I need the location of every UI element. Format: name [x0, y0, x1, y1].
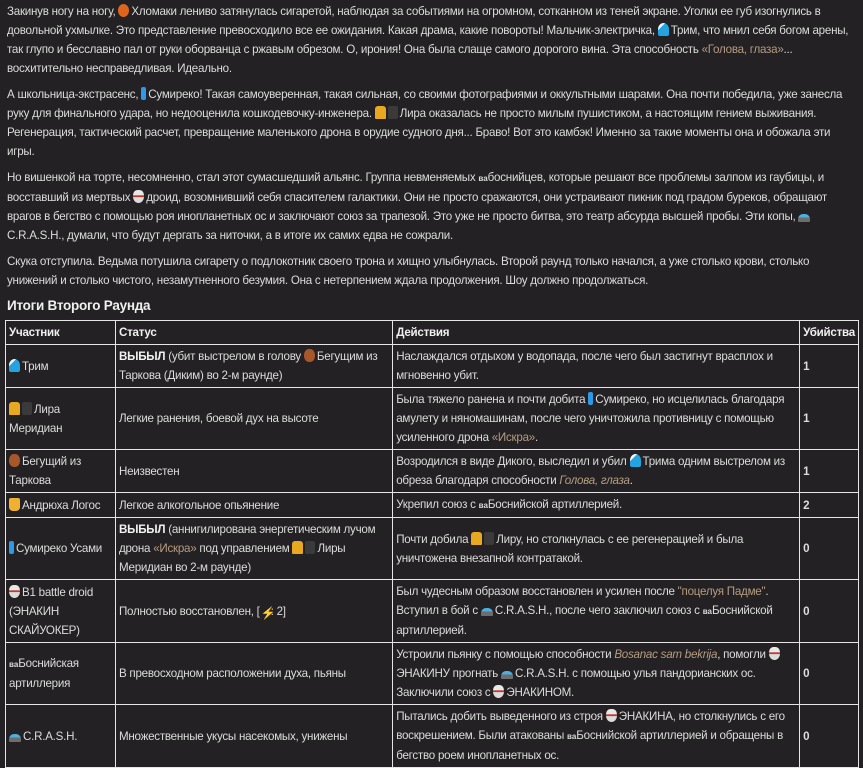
text-segment: Лиры Меридиан во 2-м раунде)	[118, 542, 346, 574]
small-prefix: ва	[9, 660, 19, 669]
small-prefix: ва	[702, 607, 712, 616]
actions-cell	[393, 643, 800, 705]
story-paragraph	[7, 85, 856, 161]
text-segment: Трим, что мнил себя богом арены, так глупо и бесславно пал от руки оборванца с ржавым обрезом. О, ирония! Она была слаще самого дорогого вина. Эта способность	[7, 24, 849, 56]
text-segment: (аннигилирована энергетическим лучом дрона	[118, 523, 376, 555]
header-participant: Участник	[6, 321, 116, 345]
ability-link: Голова, глаза	[559, 474, 630, 487]
text-segment: 1	[803, 464, 810, 478]
text-segment: Боснийская артиллерия	[9, 657, 79, 690]
text-segment: Но вишенкой на торте, несомненно, стал этот сумасшедший альянс. Группа невменяемых	[7, 171, 479, 184]
droid-icon	[133, 190, 144, 203]
kills-cell	[800, 580, 859, 643]
police-car-icon	[9, 734, 21, 742]
text-segment: Бегущим из Таркова (Диким) во 2-м раунде)	[118, 350, 378, 382]
text-segment: боснийцев, которые решают все проблемы залпом из гаубицы, и восставший из мертвых	[7, 171, 825, 204]
text-segment: ЭНАКИНА, но столкнулись с его воскрешением. Были атакованы	[396, 710, 785, 742]
participant-cell	[6, 493, 116, 518]
cat-icon	[9, 402, 20, 415]
lightning-icon: ⚡	[260, 605, 276, 620]
text-segment: Андрюха Логос	[22, 498, 101, 512]
kills-cell	[800, 345, 859, 388]
status-cell	[115, 450, 392, 493]
participant-cell	[6, 643, 116, 705]
text-segment: C.R.A.S.H. с помощью улья пандорианских ос. Заключили союз с	[396, 667, 756, 699]
text-segment: Был чудесным образом восстановлен и усилен после	[396, 585, 678, 598]
results-table	[5, 320, 859, 768]
ability-link: "поцелуя Падме"	[677, 585, 766, 598]
text-segment: 1	[803, 359, 810, 373]
small-prefix: ва	[567, 732, 577, 741]
droid-icon	[493, 685, 504, 698]
pumpkin-icon	[118, 4, 129, 17]
text-segment: Сумиреко, но исцелилась благодаря амулету и няномашинам, после чего уничтожила противницу с помощью усиленного дрона	[396, 393, 785, 444]
kills-cell	[800, 493, 859, 518]
text-segment: , помогли	[717, 648, 769, 661]
table-row	[6, 450, 859, 493]
status-cell	[115, 643, 392, 705]
table-row	[6, 580, 859, 643]
text-segment: B1 battle droid (ЭНАКИН СКАЙУОКЕР)	[9, 585, 94, 637]
header-kills: Убийства	[800, 321, 859, 345]
text-segment: C.R.A.S.H., думали, что будут дергать за ниточки, а в итоге их самих едва не сожрали.	[7, 229, 453, 242]
text-segment: Хломаки лениво затянулась сигаретой, наблюдая за событиями на огромном, сотканном из теней экране. Уголки ее губ изогнулись в довольной ухмылке. Это представление превосходило все ее ожидания. Какая драма, какие повороты! Мальчик-электричка,	[7, 5, 821, 37]
text-segment: Множественные укусы насекомых, унижены	[118, 729, 348, 743]
actions-cell	[393, 345, 800, 388]
text-segment: Возродился в виде Дикого, выследил и убил	[396, 455, 630, 468]
text-segment: дроид, возомнивший себя спасителем галактики. Они не просто сражаются, они устраивают пикник под градом буреков, обращают врагов в бегство с помощью роя инопланетных ос и заключают союз за трапезой. Это уже не просто битва, это театр абсурда высшей пробы. Эти копы,	[7, 191, 827, 223]
actions-cell	[393, 518, 800, 580]
text-segment: Укрепил союз с	[396, 498, 479, 511]
status-cell	[115, 580, 392, 643]
text-segment: Бегущий из Таркова	[9, 455, 82, 487]
text-segment: 0	[803, 542, 810, 555]
text-segment: А школьница-экстрасенс,	[7, 88, 142, 101]
table-row	[6, 345, 859, 388]
text-segment: Неизвестен	[118, 464, 180, 478]
text-segment: ... восхитительно несправедливая. Идеально.	[7, 43, 793, 75]
wave-icon	[630, 454, 641, 467]
text-segment: Была тяжело ранена и почти добита	[396, 393, 589, 406]
text-segment: 2	[803, 498, 810, 512]
cat-icon	[471, 532, 482, 545]
table-row	[6, 388, 859, 450]
cat-icon	[292, 541, 303, 554]
section-title: Итоги Второго Раунда	[7, 298, 151, 313]
text-segment: Боснийской артиллерией и обращены в бегство роем инопланетных ос.	[396, 729, 783, 762]
kills-cell	[800, 705, 859, 768]
text-segment: Сумиреко Усами	[16, 542, 103, 555]
text-segment: Почти добила	[396, 532, 472, 546]
text-segment: .	[534, 431, 538, 444]
text-segment: (убит выстрелом в голову	[165, 350, 304, 363]
participant-cell	[6, 518, 116, 580]
cat-icon	[375, 106, 386, 119]
kills-cell	[800, 518, 859, 580]
actions-cell	[393, 450, 800, 493]
police-car-icon	[501, 671, 513, 679]
table-row	[6, 493, 859, 518]
status-cell	[115, 345, 392, 388]
participant-cell	[6, 450, 116, 493]
actions-cell	[393, 493, 800, 518]
text-segment: . Вступил в бой с	[396, 585, 769, 617]
police-car-icon	[798, 214, 810, 222]
text-segment: 0	[803, 667, 810, 680]
table-header-row	[6, 321, 859, 345]
phone-icon	[588, 392, 593, 405]
text-segment: Пытались добить выведенного из строя	[396, 710, 606, 723]
black-square-icon	[484, 532, 494, 545]
wave-icon	[9, 359, 20, 372]
bear-icon	[304, 349, 315, 362]
status-cell	[115, 493, 392, 518]
phone-icon	[9, 541, 14, 554]
header-actions: Действия	[393, 321, 800, 345]
text-segment: Лиру, но столкнулась с ее регенерацией и была уничтожена внезапной контратакой.	[396, 532, 744, 565]
header-status: Статус	[115, 321, 392, 345]
police-car-icon	[481, 608, 493, 616]
story-paragraph	[7, 252, 856, 290]
participant-cell	[6, 705, 116, 768]
participant-cell	[6, 580, 116, 643]
status-label: ВЫБЫЛ	[118, 350, 166, 363]
story-paragraph	[7, 2, 856, 78]
text-segment: C.R.A.S.H., после чего заключил союз с	[494, 604, 703, 617]
text-segment: Сумиреко! Такая самоуверенная, такая сильная, со своими фотографиями и оккультными шарами. Она почти победила, уже занесла руку для финального удара, но недооценила кошкодевочку-инженера.	[7, 88, 843, 120]
status-cell	[115, 705, 392, 768]
text-segment: Трима одним выстрелом из обреза благодаря способности	[396, 455, 785, 487]
text-segment: 0	[803, 729, 810, 743]
status-cell	[115, 518, 392, 580]
text-segment: 0	[803, 604, 810, 618]
ability-link: «Искра»	[491, 431, 535, 444]
actions-cell	[393, 705, 800, 768]
text-segment: 1	[803, 412, 810, 425]
droid-icon	[769, 647, 780, 660]
story-text	[7, 2, 856, 290]
status-cell	[115, 388, 392, 450]
text-segment: : 2]	[270, 604, 286, 618]
text-segment: ЭНАКИНОМ.	[506, 686, 574, 699]
text-segment: .	[629, 474, 633, 487]
actions-cell	[393, 580, 800, 643]
story-paragraph	[7, 168, 856, 245]
table-row	[6, 705, 859, 768]
ability-link: «Искра»	[153, 542, 197, 555]
phone-icon	[141, 87, 146, 100]
actions-cell	[393, 388, 800, 450]
text-segment: Наслаждался отдыхом у водопада, после чего был застигнут врасплох и мгновенно убит.	[396, 350, 773, 382]
text-segment: Полностью восстановлен, [	[118, 604, 260, 618]
text-segment: Лира оказалась не просто милым пушистиком, а настоящим гением выживания. Регенерация, тактический расчет, превращение маленького дрона в орудие судного дня... Браво! Вот это камбэк! Именно за такие моменты она и обожала эти игры.	[7, 107, 831, 158]
participant-cell	[6, 388, 116, 450]
beer-icon	[9, 498, 20, 511]
small-prefix: ва	[478, 501, 488, 510]
text-segment: Боснийской артиллерией.	[396, 604, 773, 637]
text-segment: Легкое алкогольное опьянение	[118, 498, 280, 512]
wave-icon	[658, 23, 669, 36]
text-segment: Легкие ранения, боевой дух на высоте	[118, 412, 319, 425]
kills-cell	[800, 388, 859, 450]
text-segment: Скука отступила. Ведьма потушила сигарету о подлокотник своего трона и хищно улыбнулась. Второй раунд только начался, а уже столько крови, столько унижений и столько чистого, незамутненного безумия. Она с нетерпением ждала продолжения. Шоу должно продолжаться.	[7, 255, 810, 287]
table-row	[6, 643, 859, 705]
text-segment: В превосходном расположении духа, пьяны	[118, 667, 346, 680]
droid-icon	[9, 585, 20, 598]
participant-cell	[6, 345, 116, 388]
text-segment: Боснийской артиллерией.	[487, 498, 622, 511]
black-square-icon	[22, 402, 32, 415]
black-square-icon	[305, 541, 315, 554]
text-segment: Закинув ногу на ногу,	[7, 5, 119, 18]
text-segment: C.R.A.S.H.	[23, 729, 78, 743]
black-square-icon	[388, 106, 398, 119]
kills-cell	[800, 643, 859, 705]
small-prefix: ва	[478, 174, 488, 183]
bear-icon	[9, 454, 20, 467]
table-row	[6, 518, 859, 580]
droid-icon	[606, 709, 617, 722]
text-segment: под управлением	[196, 542, 293, 555]
text-segment: ЭНАКИНУ прогнать	[396, 667, 502, 680]
kills-cell	[800, 450, 859, 493]
text-segment: Лира Меридиан	[9, 402, 63, 435]
ability-link: Bosanac sam bekrija	[614, 648, 718, 661]
ability-link: «Голова, глаза»	[701, 43, 784, 56]
text-segment: Трим	[22, 359, 49, 373]
text-segment: Устроили пьянку с помощью способности	[396, 648, 615, 661]
status-label: ВЫБЫЛ	[118, 523, 166, 536]
